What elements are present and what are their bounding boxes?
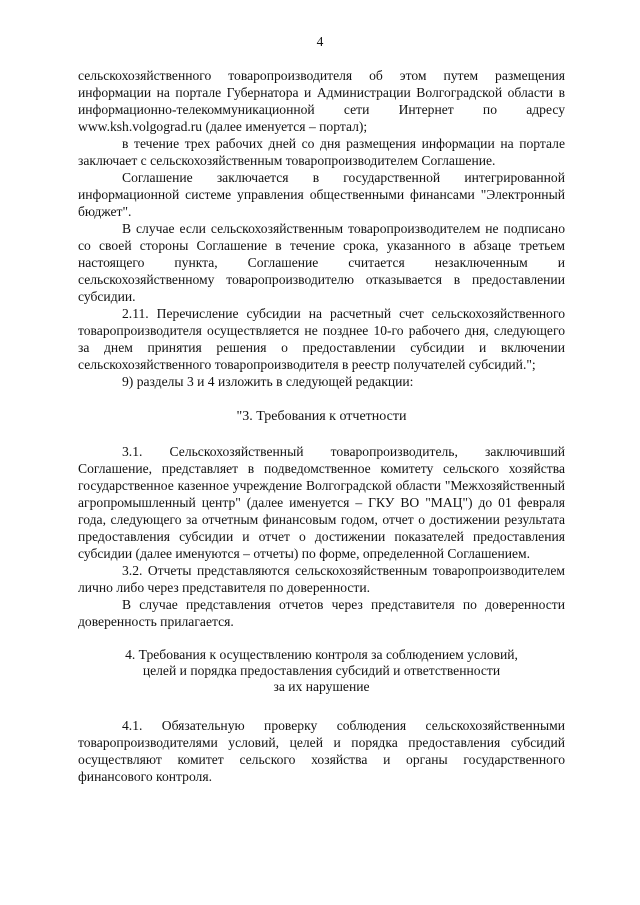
section-4-heading-line-3: за их нарушение [273,679,370,694]
paragraph-unsigned-agreement: В случае если сельскохозяйственным товаропроизводителем не подписано со своей стороны Соглашение в течение срока, указанного в абзаце третьем настоящего пункта, Соглашение считается незаключенным и сельскохозяйственному товаропроизводителю отказывается в предоставлении субсидии. [78,221,565,304]
paragraph-3-1-reports: 3.1. Сельскохозяйственный товаропроизводитель, заключивший Соглашение, представляет в подведомственное комитету сельского хозяйства государственное казенное учреждение Волгоградской области "Межхозяйственный агропромышленный центр" (далее именуется – ГКУ ВО "МАЦ") до 01 февраля года, следующего за отчетным финансовым годом, отчет о достижении результата предоставления субсидии и отчет о достижении показателей предоставления субсидии (далее именуются – отчеты) по форме, определенной Соглашением. [78,444,565,561]
section-4-heading-line-1: 4. Требования к осуществлению контроля за соблюдением условий, [125,647,518,662]
paragraph-2-11-transfer: 2.11. Перечисление субсидии на расчетный счет сельскохозяйственного товаропроизводителя осуществляется не позднее 10-го рабочего дня, следующего за днем принятия решения о предоставлении субсидии и включении сельскохозяйственного товаропроизводителя в реестр получателей субсидий."; [78,306,565,372]
section-3-heading: "3. Требования к отчетности [236,409,407,424]
document-body [78,67,565,785]
paragraph-4-1-control: 4.1. Обязательную проверку соблюдения сельскохозяйственными товаропроизводителями условий, целей и порядка предоставления субсидий осуществляют комитет сельского хозяйства и органы государственного финансового контроля. [78,718,565,784]
paragraph-portal-notice: сельскохозяйственного товаропроизводителя об этом путем размещения информации на портале Губернатора и Администрации Волгоградской области в информационно-телекоммуникационной сети Интернет по адресу www.ksh.volgograd.ru (далее именуется – портал); [78,68,565,134]
paragraph-3-2-submission: 3.2. Отчеты представляются сельскохозяйственным товаропроизводителем лично либо через представителя по доверенности. [78,563,565,595]
paragraph-proxy-submission: В случае представления отчетов через представителя по доверенности доверенность прилагается. [78,597,565,629]
paragraph-agreement-deadline: в течение трех рабочих дней со дня размещения информации на портале заключает с сельскохозяйственным товаропроизводителем Соглашение. [78,136,565,168]
page-number: 4 [316,34,324,49]
paragraph-item-9: 9) разделы 3 и 4 изложить в следующей редакции: [122,374,414,389]
section-4-heading [78,647,565,695]
section-4-heading-line-2: целей и порядка предоставления субсидий и ответственности [142,663,501,678]
paragraph-electronic-budget: Соглашение заключается в государственной интегрированной информационной системе управления общественными финансами "Электронный бюджет". [78,170,565,219]
